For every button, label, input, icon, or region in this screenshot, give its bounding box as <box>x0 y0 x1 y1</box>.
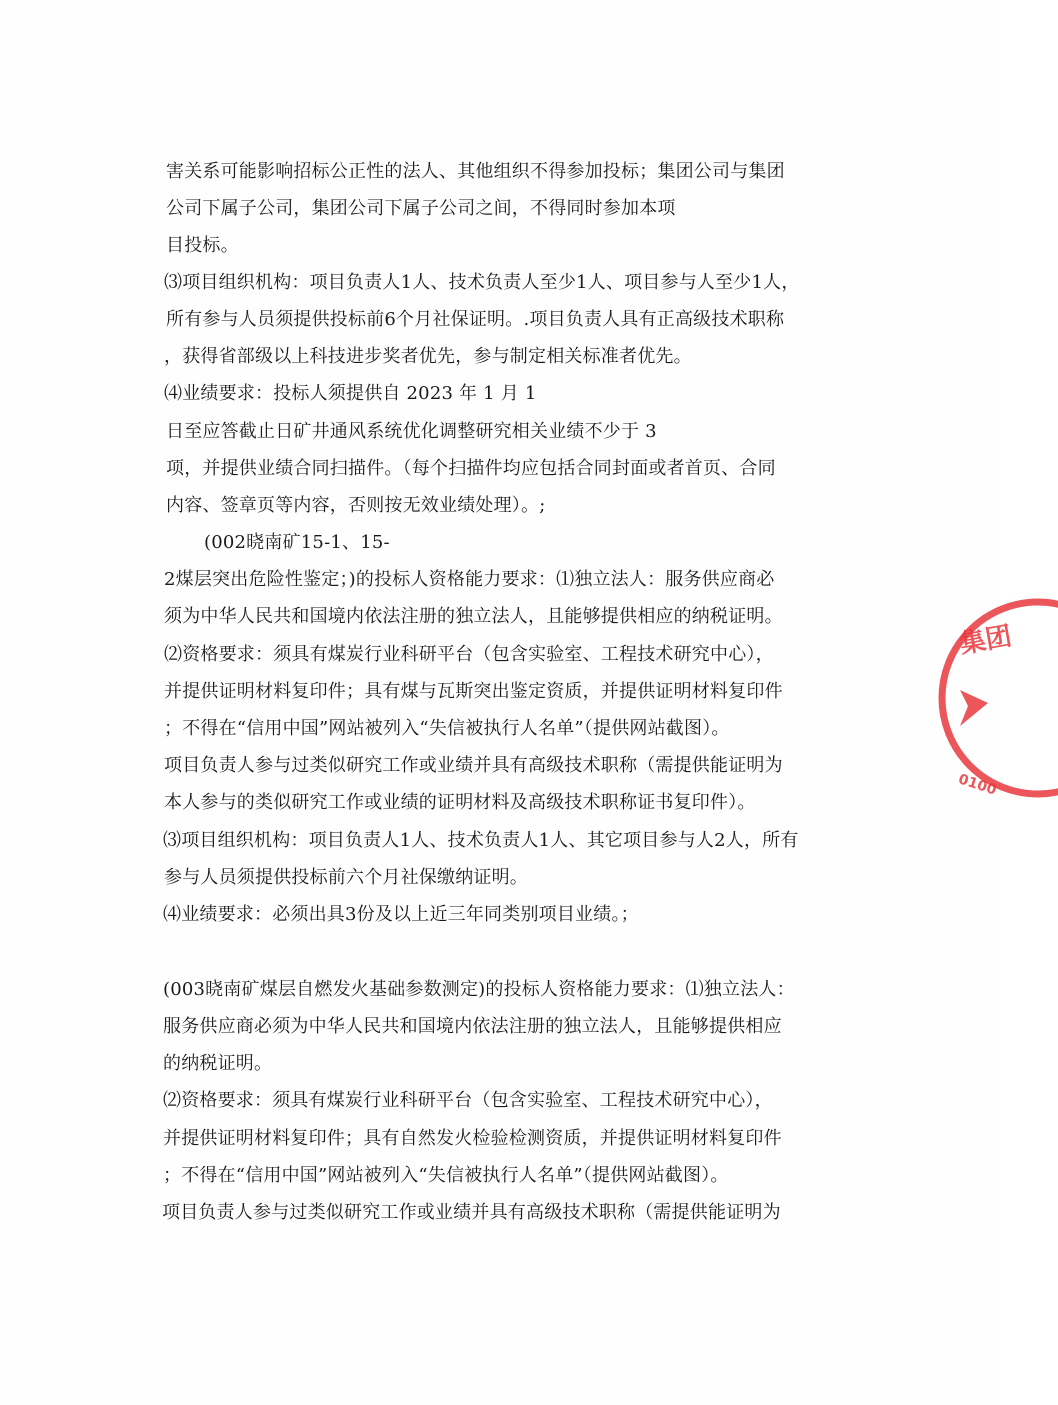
text-line: 项目负责人参与过类似研究工作或业绩并具有高级技术职称（需提供能证明为 <box>162 1202 781 1223</box>
text-line: 须为中华人民共和国境内依法注册的独立法人，且能够提供相应的纳税证明。 <box>164 606 783 627</box>
text-line: (002晓南矿15-1、15- <box>204 532 390 553</box>
text-line: 参与人员须提供投标前六个月社保缴纳证明。 <box>164 867 528 888</box>
text-line: 内容、签章页等内容，否则按无效业绩处理）。; <box>166 495 546 516</box>
text-line: 并提供证明材料复印件；具有煤与瓦斯突出鉴定资质，并提供证明材料复印件 <box>164 681 783 702</box>
text-line: ⑵资格要求：须具有煤炭行业科研平台（包含实验室、工程技术研究中心）， <box>164 644 774 665</box>
text-line: ⑷业绩要求：投标人须提供自 2023 年 1 月 1 <box>164 383 537 404</box>
text-line: 所有参与人员须提供投标前6个月社保证明。.项目负责人具有正高级技术职称 <box>166 309 785 330</box>
text-line: 2煤层突出危险性鉴定；)的投标人资格能力要求：⑴独立法人：服务供应商必 <box>164 569 775 590</box>
text-line: ⑶项目组织机构：项目负责人1人、技术负责人至少1人、项目参与人至少1人， <box>164 272 800 293</box>
text-line: 项，并提供业绩合同扫描件。（每个扫描件均应包括合同封面或者首页、合同 <box>166 458 776 479</box>
text-line: ⑵资格要求：须具有煤炭行业科研平台（包含实验室、工程技术研究中心）， <box>163 1090 773 1111</box>
svg-text:0100: 0100 <box>956 771 999 799</box>
text-line: 公司下属子公司，集团公司下属子公司之间，不得同时参加本项 <box>166 198 676 219</box>
text-line: 日至应答截止日矿井通风系统优化调整研究相关业绩不少于 3 <box>166 421 657 442</box>
text-line: 服务供应商必须为中华人民共和国境内依法注册的独立法人，且能够提供相应 <box>163 1016 782 1037</box>
text-line: ；不得在“信用中国”网站被列入“失信被执行人名单”（提供网站截图）。 <box>163 1165 729 1186</box>
text-line: ；不得在“信用中国”网站被列入“失信被执行人名单”（提供网站截图）。 <box>164 718 730 739</box>
text-line: ⑶项目组织机构：项目负责人1人、技术负责人1人、其它项目参与人2人，所有 <box>163 830 799 851</box>
company-seal-stamp <box>938 598 1058 818</box>
text-line: ，获得省部级以上科技进步奖者优先，参与制定相关标准者优先。 <box>164 346 692 367</box>
text-line: 目投标。 <box>166 235 239 256</box>
text-line: (003晓南矿煤层自燃发火基础参数测定)的投标人资格能力要求：⑴独立法人： <box>163 979 795 1000</box>
text-line: 的纳税证明。 <box>163 1053 273 1074</box>
text-line: ⑷业绩要求：必须出具3份及以上近三年同类别项目业绩。； <box>163 904 639 925</box>
text-line: 本人参与的类似研究工作或业绩的证明材料及高级技术职称证书复印件）。 <box>164 792 756 813</box>
text-line: 并提供证明材料复印件；具有自然发火检验检测资质，并提供证明材料复印件 <box>163 1128 782 1149</box>
text-line: 害关系可能影响招标公正性的法人、其他组织不得参加投标；集团公司与集团 <box>166 161 785 182</box>
svg-text:集团: 集团 <box>957 621 1014 660</box>
text-line: 项目负责人参与过类似研究工作或业绩并具有高级技术职称（需提供能证明为 <box>164 755 783 776</box>
